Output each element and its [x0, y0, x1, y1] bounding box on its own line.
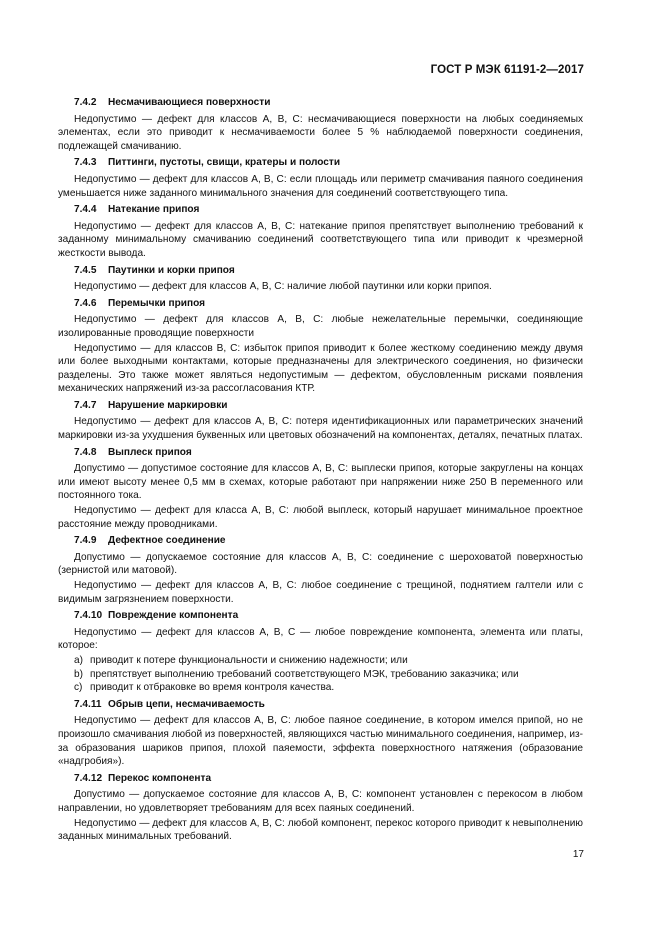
paragraph: Допустимо — допускаемое состояние для классов А, В, С: компонент установлен с перекосом в любом направлении, но удовлетворяет требованиям для всех паяных соединений.	[58, 789, 583, 814]
section-number: 7.4.8	[74, 446, 97, 458]
paragraph: Недопустимо — дефект для классов А, В, С — любое повреждение компонента, элемента или платы, которое:	[58, 626, 583, 652]
section	[58, 156, 583, 200]
section-title: Перекос компонента	[108, 772, 212, 784]
section	[58, 96, 583, 153]
section-title: Паутинки и корки припоя	[108, 264, 235, 276]
paragraph: Недопустимо — дефект для классов А, В, С: потеря идентификационных или параметрических значений маркировки из-за ухудшения буквенных или цветовых обозначений на компонентах, деталях, печатных платах.	[58, 416, 583, 442]
paragraph: Недопустимо — для классов В, С: избыток припоя приводит к более жесткому соединению между двумя или более выходными контактами, которые предназначены для электрического соединения, но физически разделены. Это также может являться недопустимым — дефектом, обусловленным рисками появления механических напряжений из-за рассогласования КТР.	[58, 342, 583, 395]
section-heading	[58, 203, 583, 217]
list-marker: c)	[74, 682, 83, 694]
paragraph: Недопустимо — дефект для классов А, В, С: если площадь или периметр смачивания паяного соединения уменьшается ниже заданного минимального значения для соединений соответствующего типа.	[58, 173, 583, 199]
paragraph: Недопустимо — дефект для классов А, В, С: натекание припоя препятствует выполнению требований к заданному минимальному смачиванию соединений соответствующего типа или приводит к чрезмерной жесткости вывода.	[58, 220, 583, 259]
section-title: Повреждение компонента	[108, 610, 239, 622]
paragraph: Недопустимо — дефект для классов А, В, С: любой компонент, перекос которого приводит к невыполнению заданных минимальных требований.	[58, 817, 583, 843]
section-number: 7.4.12	[74, 772, 103, 784]
list-marker: b)	[74, 668, 83, 680]
paragraph: Недопустимо — дефект для классов А, В, С: любое соединение с трещиной, поднятием галтели или с видимым загрязнением поверхности.	[58, 580, 583, 605]
section	[58, 203, 583, 260]
document-body	[58, 93, 583, 845]
section-heading	[58, 534, 583, 548]
paragraph: Допустимо — допустимое состояние для классов А, В, С: выплески припоя, которые закруглены на концах или имеют высоту менее 0,5 мм в схемах, которые работают при напряжении ниже 250 В переменного или постоянного тока.	[58, 463, 583, 502]
section-heading	[58, 264, 583, 278]
section-heading	[58, 297, 583, 311]
section-number: 7.4.2	[74, 97, 97, 108]
section-number: 7.4.10	[74, 610, 103, 622]
section-heading	[58, 772, 583, 786]
section-title: Обрыв цепи, несмачиваемость	[108, 698, 265, 710]
section	[58, 446, 583, 532]
section	[58, 399, 583, 443]
paragraph: Недопустимо — дефект для классов А, В, С: любые нежелательные перемычки, соединяющие изолированные проводящие поверхности	[58, 314, 583, 339]
section-title: Нарушение маркировки	[108, 399, 228, 411]
list-item-text: препятствует выполнению требований соответствующего МЭК, требованию заказчика; или	[90, 668, 519, 680]
paragraph: Недопустимо — дефект для классов А, В, С: несмачивающиеся поверхности на любых соединяемых элементах, если это приводит к несмачиваемости более 5 % наблюдаемой поверхности соединения, подлежащей смачиванию.	[58, 113, 583, 152]
section-title: Натекание припоя	[108, 204, 200, 216]
section-title: Питтинги, пустоты, свищи, кратеры и полости	[108, 157, 341, 169]
section	[58, 297, 583, 396]
paragraph: Недопустимо — дефект для классов А, В, С: любое паяное соединение, в котором имелся припой, но не произошло смачивания любой из поверхностей, являющихся частью минимального соединения, например, из-за образования шариков припоя, плохой паяемости, эффекта поверхностного натяжения (образование «надгробия»).	[58, 715, 583, 768]
section-heading	[58, 446, 583, 460]
paragraph: Недопустимо — дефект для класса А, В, С: любой выплеск, который нарушает минимальное проектное расстояние между проводниками.	[58, 505, 583, 530]
section-number: 7.4.9	[74, 535, 97, 547]
section	[58, 534, 583, 606]
list-marker: a)	[74, 654, 83, 666]
list-item-text: приводит к потере функциональности и снижению надежности; или	[90, 654, 408, 666]
section	[58, 609, 583, 695]
section-heading	[58, 156, 583, 170]
section-title: Перемычки припоя	[108, 297, 206, 309]
section-title: Несмачивающиеся поверхности	[108, 97, 271, 108]
paragraph: Допустимо — допускаемое состояние для классов А, В, С: соединение с шероховатой поверхностью (зернистой или матовой).	[58, 551, 583, 577]
section-number: 7.4.11	[74, 698, 102, 710]
page-number: 17	[572, 849, 584, 860]
section-title: Выплеск припоя	[108, 446, 192, 458]
document-code: ГОСТ Р МЭК 61191-2—2017	[430, 64, 584, 76]
section-number: 7.4.4	[74, 204, 97, 216]
section-number: 7.4.5	[74, 264, 97, 276]
section-number: 7.4.3	[74, 157, 97, 169]
section-number: 7.4.6	[74, 297, 97, 309]
list-item	[58, 654, 583, 668]
section-heading	[58, 96, 583, 110]
section-heading	[58, 399, 583, 413]
list-item-text: приводит к отбраковке во время контроля качества.	[90, 682, 335, 694]
section-number: 7.4.7	[74, 399, 97, 411]
section	[58, 698, 583, 769]
section	[58, 264, 583, 294]
section-heading	[58, 609, 583, 623]
section-heading	[58, 698, 583, 712]
list-item	[58, 681, 583, 695]
section-title: Дефектное соединение	[108, 535, 226, 547]
list-item	[58, 668, 583, 682]
section	[58, 772, 583, 844]
paragraph: Недопустимо — дефект для классов А, В, С: наличие любой паутинки или корки припоя.	[74, 281, 492, 293]
